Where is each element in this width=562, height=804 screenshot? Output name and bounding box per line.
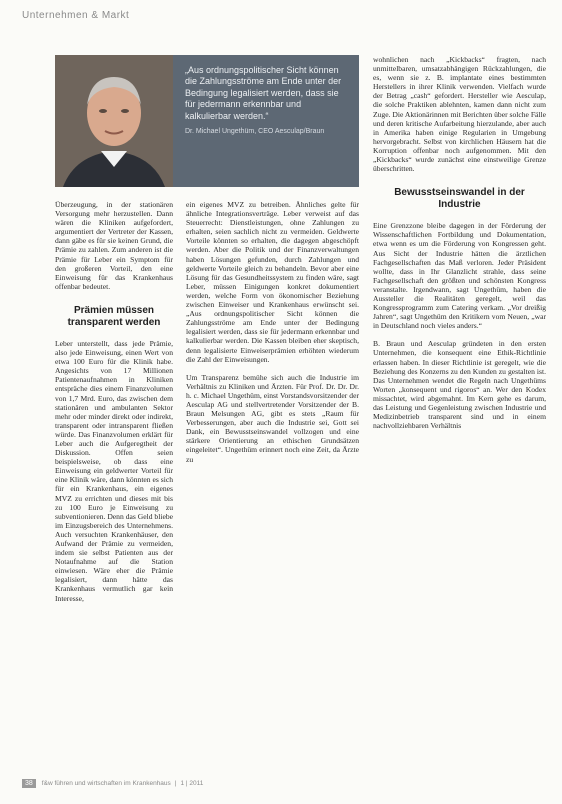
issue-number: 1 | 2011 (180, 780, 204, 787)
subheading: Prämien müssen transparent werden (67, 304, 161, 328)
journal-name: f&w führen und wirtschaften im Krankenhaus (41, 780, 171, 787)
paragraph: Eine Grenzzone bleibe dagegen in der Förderung der Wissenschaftlichen Fortbildung und Dokumentation, etwa wenn es um die Förderung von Kongressen geht. Aus Sicht der Industrie hätten die ärztlichen Fachgesellschaften das Maß verloren. Jeder Präsident wollte, dass in Ihr Glanzlicht strahle, dass seine Fachgesellschaft den größten und schönsten Kongress veranstalte. Irgendwann, sagt Ungethüm, haben die Aussteller die Realitäten geregelt, weil das Kongressprogramm zum Catering verkam. „Vor dreißig Jahren“, sagt Ungethüm den Kritikern vom Neuen, „war in Deutschland noch vieles anders.“ (373, 221, 546, 331)
quote-author: Dr. Michael Ungethüm, CEO Aesculap/Braun (185, 128, 325, 136)
paragraph: Um Transparenz bemühe sich auch die Industrie im Verhältnis zu Kliniken und Ärzten. Für Prof. Dr. Dr. Dr. h. c. Michael Ungethüm, einst Vorstandsvorsitzender der Aesculap AG und stellvertretender Vorsitzender der B. Braun Melsungen AG, gibt es stets „Raum für Verbesserungen, aber auch die Industrie sei, Gott sei Dank, ein Bewusstseinswandel vollzogen und eine stärkere Orientierung an ethischen Grundsätzen eingeleitet“. Ungethüm erinnert noch eine Zeit, da Ärzte zu (186, 372, 359, 464)
paragraph: wohnlichen nach „Kickbacks“ fragten, nach unmittelbaren, umsatzabhängigen Rückzahlungen, die es, wenn sie z. B. implantate eines bestimmten Herstellers in ihrer Klinik verwenden. Vielfach wurde der Betrag „cash“ gefordert. Hersteller wie Aesculap, die solche Praktiken ablehnten, kamen dann nicht zum Zuge. Die Aktionärinnen mit Berichten über solche Fälle und deren kritische Aufarbeitung hierzulande, aber auch in Amerika haben einige Regularien in Umgebung hervorgebracht. Selbst von kirchlichen Häusern hat die Korruption offenbar noch aufgenommen. Mit den „Kickbacks“ wurde zunächst eine einstweilige Grenze überschritten. (373, 55, 546, 174)
subheading: Bewusstseinswandel in der Industrie (394, 187, 525, 211)
page-number: 38 (22, 779, 36, 788)
text-column-3 (373, 55, 546, 780)
paragraph: B. Braun und Aesculap gründeten in den ersten Unternehmen, die konsequent eine Ethik-Richtlinie erlassen haben. In dieser Richtlinie ist geregelt, wie die Beziehung des Konzerns zu den Kunden zu gestalten ist. Das Unternehmen wendet die Regeln nach Ungethüms Worten „konsequent und rigoros“ an. Wer den Kodex missachtet, wird abgemahnt. Im Kern gehe es darum, das Leistung und Gegenleistung zwischen Industrie und Medizinbetrieb transparent sind und in einem nachvollziehbaren Verhältnis (373, 339, 546, 431)
paragraph: Überzeugung, in der stationären Versorgung mehr herzustellen. Dann wären die Kliniken aufgefordert, argumentiert der Vertreter der Kassen, dann gäbe es für sie keinen Grund, die Prämie zu zahlen. Zum anderen ist die Prämie für Leber ein Symptom für den großeren Vorteil, den eine Einweisung für das Krankenhaus offenbar bedeutet. (55, 200, 173, 291)
author-portrait (55, 55, 173, 187)
section-header: Unternehmen & Markt (22, 10, 130, 21)
paragraph: Leber unterstellt, dass jede Prämie, also jede Einweisung, einen Wert von etwa 100 Euro für die Klinik habe. Angesichts von 17 Millionen Patientenaufnahmen in Kliniken entspräche dies einem Finanzvolumen von 1,7 Mrd. Euro, das zwischen dem stationären und ambulanten Sektor mehr oder minder direkt oder indirekt, transparent oder intransparent fließen würde. Das Finanzvolumen erklärt für Leber auch die Aufgeregtheit der Diskussion. Offen seien beispielsweise, ob dass eine Einweisung ein geldwerter Vorteil für eine Klinik wäre, dann könnten es sich für ein Krankenhaus, ein eigenes MVZ zu errichten und dieses mit bis zu 100 Euro je Einweisung zu subventionieren. Denn das Geld bliebe im Einzugsbereich des Unternehmens. Auch versuchten Krankenhäuser, den Aufwand der Prämie zu vermeiden, indem sie selbst Patienten aus der Notaufnahme auf die Station einwiesen. Wäre eher die Prämie legalisiert, dann hätte das Krankenhaus vermutlich gar kein Interesse, (55, 338, 173, 603)
page-footer: 38 f&w führen und wirtschaften im Krankenhaus | 1 | 2011 (22, 779, 203, 788)
quote-text: „Aus ordnungspolitischer Sicht können die Zahlungsströme am Ende unter der Bedingung legalisiert werden, dass sie für jedermann erkennbar und kalkulierbar werden.“ (185, 65, 342, 121)
paragraph: ein eigenes MVZ zu betreiben. Ähnliches gelte für ähnliche Integrationsverträge. Leber verweist auf das Steuerrecht: Dienstleistungen, ohne Zahlungen zu erhalten, seien sachlich nicht zu vermeiden. Geldwerte Vorteile könnten so erhalten, die dagegen abgeschöpft werden. Aber die Politik und der Finanzverwaltungen haben Lösungen gefunden, durch Zahlungen und geldwerte Vorteile gleich zu behandeln. Bevor aber eine Lösung für das Gesundheitssystem zu finden wäre, sagt Leber, müssen Einigungen konkret dokumentiert werden, welche Form von ökonomischer Beziehung zwischen Einweiser und Krankenhaus erwünscht sei. „Aus ordnungspolitischer Sicht können die Zahlungsströme am Ende unter der Bedingung legalisiert werden, dass sie für jedermann erkennbar und kalkulierbar werden. Die Kassen bleiben eher skeptisch, denn legalisierte Einweiserprämien erhöhten wiederum die Zahl der Einweisungen. (186, 200, 359, 364)
pull-quote (173, 55, 359, 187)
quote-panel (55, 55, 359, 187)
text-column-2 (186, 200, 359, 780)
text-column-1 (55, 200, 173, 780)
